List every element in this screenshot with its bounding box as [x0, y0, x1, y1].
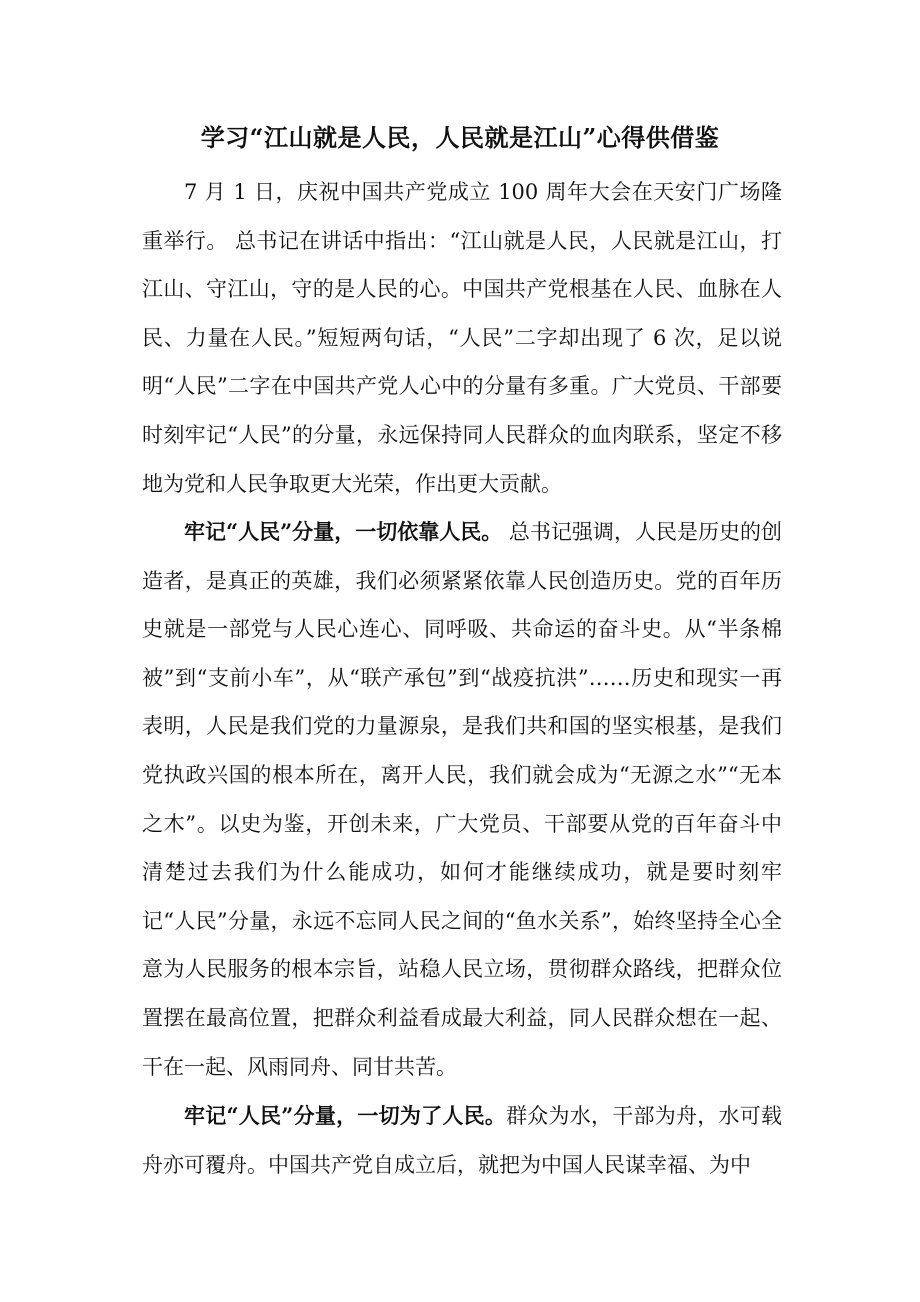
- paragraph-rely-on-people: [142, 508, 782, 1091]
- paragraph-text: 7 月 1 日，庆祝中国共产党成立 100 周年大会在天安门广场隆重举行。 总书记在讲话中指出：“江山就是人民，人民就是江山，打江山、守江山，守的是人民的心。中国共产党根基在人民、血脉在人民、力量在人民。”短短两句话，“人民”二字却出现了 6 次，足以说明“人民”二字在中国共产党人心中的分量有多重。广大党员、干部要时刻牢记“人民”的分量，永远保持同人民群众的血肉联系，坚定不移地为党和人民争取更大光荣，作出更大贡献。: [142, 180, 782, 496]
- paragraph-lead: 牢记“人民”分量，一切依靠人民。: [184, 519, 503, 544]
- paragraph-for-the-people: [142, 1092, 782, 1189]
- document-title: 学习“江山就是人民，人民就是江山”心得供借鉴: [200, 123, 720, 152]
- paragraph-text: 群众为水，干部为舟，水可载舟亦可覆舟。中国共产党自成立后，就把为中国人民谋幸福、为中: [142, 1104, 782, 1177]
- paragraph-text: 总书记强调，人民是历史的创造者，是真正的英雄，我们必须紧紧依靠人民创造历史。党的百年历史就是一部党与人民心连心、同呼吸、共命运的奋斗史。从“半条棉被”到“支前小车”，从“联产承包”到“战疫抗洪”……历史和现实一再表明，人民是我们党的力量源泉，是我们共和国的坚实根基，是我们党执政兴国的根本所在，离开人民，我们就会成为“无源之水”“无本之木”。以史为鉴，开创未来，广大党员、干部要从党的百年奋斗中清楚过去我们为什么能成功，如何才能继续成功，就是要时刻牢记“人民”分量，永远不忘同人民之间的“鱼水关系”，始终坚持全心全意为人民服务的根本宗旨，站稳人民立场，贯彻群众路线，把群众位置摆在最高位置，把群众利益看成最大利益，同人民群众想在一起、干在一起、风雨同舟、同甘共苦。: [142, 520, 782, 1079]
- paragraph-lead: 牢记“人民”分量，一切为了人民。: [184, 1103, 507, 1128]
- paragraph-intro: [142, 168, 782, 508]
